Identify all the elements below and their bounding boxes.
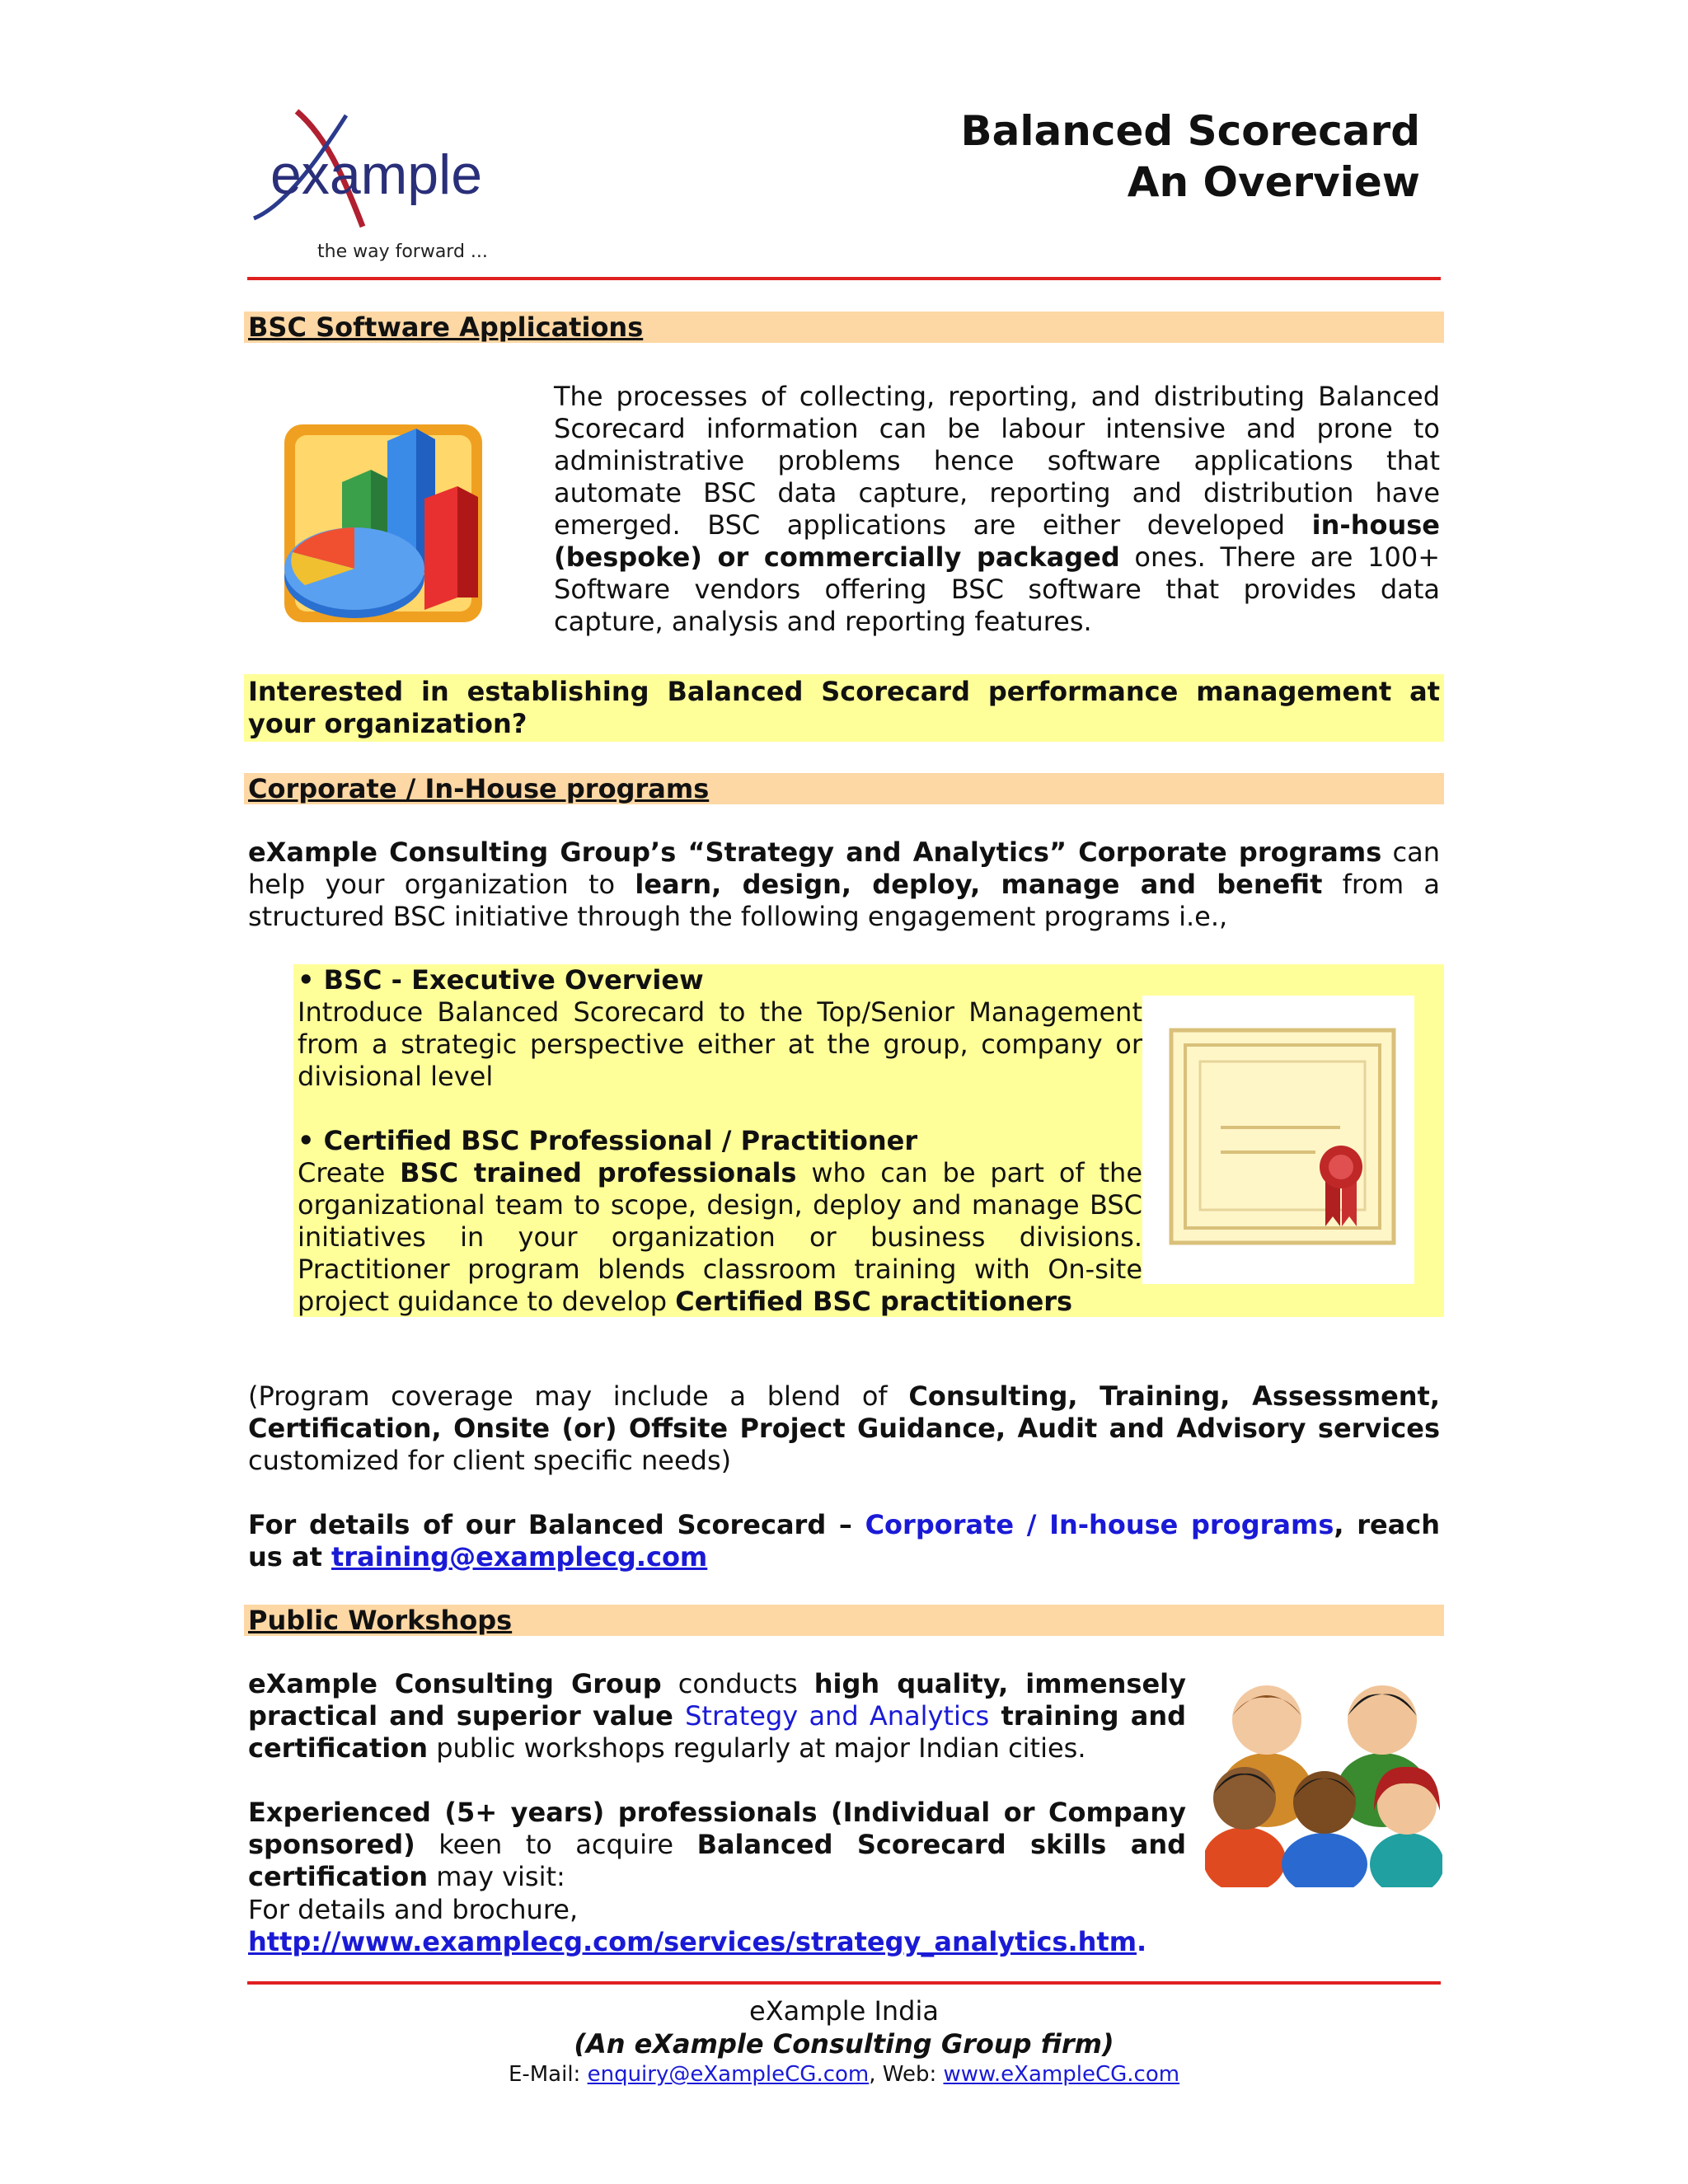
bsc-software-paragraph: The processes of collecting, reporting, and distributing Balanced Scorecard information can be labour intensive and prone to administrative problems hence software applications that automate BSC data capture, reporting and distribution have emerged. BSC applications are either developed in-house (bespoke) or commercially packaged ones. There are 100+ Software vendors offering BSC software that provides data capture, analysis and reporting features. (554, 381, 1441, 637)
brochure-link[interactable]: http://www.examplecg.com/services/strategy_analytics.htm (248, 1926, 1137, 1957)
logo-mark-icon (247, 103, 511, 243)
engagement-programs-text (298, 964, 1142, 1318)
footer-web-link[interactable]: www.eXampleCG.com (943, 2062, 1180, 2087)
experienced-professionals-paragraph: Experienced (5+ years) professionals (Individual or Company sponsored) keen to acquire Balanced Scorecard skills and certification may visit: (248, 1797, 1187, 1892)
certificate-icon (1142, 996, 1414, 1284)
program-coverage-paragraph: (Program coverage may include a blend of Consulting, Training, Assessment, Certification, Onsite (or) Offsite Project Guidance, Audit and Advisory services customized for client specific needs) (248, 1380, 1441, 1476)
training-email-link[interactable]: training@examplecg.com (331, 1541, 708, 1572)
company-logo (247, 103, 511, 272)
program-desc-certified-practitioner: Create BSC trained professionals who can be part of the organizational team to scope, design, deploy and manage BSC initiatives in your organization or business divisions. Practitioner program blends classroom training with On-site project guidance to develop Certified BSC practitioners (298, 1157, 1143, 1317)
footer-company-subtitle: (An eXample Consulting Group firm) (574, 2028, 1114, 2060)
corporate-contact-paragraph: For details of our Balanced Scorecard – Corporate / In-house programs, reach us at training@examplecg.com (248, 1509, 1441, 1572)
logo-tagline: the way forward ... (317, 241, 488, 262)
public-workshops-text (248, 1668, 1186, 1893)
section-heading-corporate-programs: Corporate / In-House programs (244, 773, 1444, 804)
footer-company-name: eXample India (749, 1995, 939, 2027)
title-line-1: Balanced Scorecard (960, 107, 1420, 155)
program-desc-executive-overview: Introduce Balanced Scorecard to the Top/Senior Management from a strategic perspective either at the group, company or divisional level (298, 996, 1142, 1092)
engagement-programs-box (293, 964, 1444, 1317)
footer-divider (247, 1981, 1441, 1985)
program-title-certified-practitioner: • Certified BSC Professional / Practitioner (298, 1125, 918, 1156)
strategy-analytics-link[interactable]: Strategy and Analytics (685, 1700, 990, 1732)
brochure-paragraph: For details and brochure, http://www.examplecg.com/services/strategy_analytics.htm. (248, 1894, 1147, 1957)
title-line-2: An Overview (1127, 158, 1420, 206)
program-title-executive-overview: • BSC - Executive Overview (298, 964, 704, 996)
interest-banner: Interested in establishing Balanced Scorecard performance management at your organization? (244, 674, 1444, 742)
section-heading-public-workshops: Public Workshops (244, 1605, 1444, 1636)
footer-contact-line: E-Mail: enquiry@eXampleCG.com, Web: www.eXampleCG.com (508, 2062, 1180, 2087)
corporate-programs-link[interactable]: Corporate / In-house programs (865, 1509, 1334, 1540)
people-group-icon (1205, 1666, 1442, 1887)
page-title (961, 105, 1420, 208)
bar-chart-icon (272, 408, 503, 639)
header-divider (247, 277, 1441, 280)
logo-text: example (270, 143, 483, 206)
workshops-intro-paragraph: eXample Consulting Group conducts high quality, immensely practical and superior value Strategy and Analytics training and certification public workshops regularly at major Indian cities. (248, 1668, 1187, 1764)
footer-email-link[interactable]: enquiry@eXampleCG.com (587, 2062, 870, 2087)
footer (247, 1994, 1441, 2088)
corporate-programs-paragraph: eXample Consulting Group’s “Strategy and Analytics” Corporate programs can help your organization to learn, design, deploy, manage and benefit from a structured BSC initiative through the following engagement programs i.e., (248, 837, 1441, 932)
section-heading-bsc-software: BSC Software Applications (244, 312, 1444, 343)
